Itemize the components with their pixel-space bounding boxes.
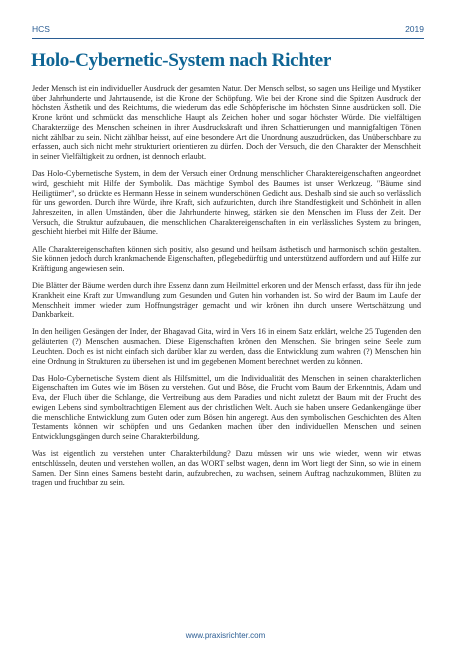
paragraph: Was ist eigentlich zu verstehen unter Charakterbildung? Dazu müssen wir uns wie wieder, wenn wir etwas entschlüsseln, deuten und verstehen wollen, an das WORT selbst wagen, denn im Wort liegt der Sinn, so wie in einem Samen. Der Sinn eines Samens besteht darin, aufzubrechen, zu wachsen, seinem Auftrag nachzukommen, Blüten zu tragen und fruchtbar zu sein. — [32, 449, 421, 488]
paragraph: Das Holo-Cybernetische System dient als Hilfsmittel, um die Individualität des Menschen in seinen charakterlichen Eigenschaften im Gutes wie im Bösen zu verstehen. Gut und Böse, die Frucht vom Baum der Erkenntnis, Adam und Eva, der Fluch über die Schlange, die Vertreibung aus dem Paradies und nicht zuletzt der Baum mit der Frucht des ewigen Lebens sind symboltrachtigen Element aus der christlichen Welt. Auch sie haben unsere Gedankengänge über die menschliche Entwicklung zum Guten oder zum Bösen hin angeregt. Aus den symbolischen Geschichten des Alten Testaments können wir schöpfen und uns Gedanken machen über den individuellen Menschen und seinen Entwicklungsgängen durch seine Charakterbildung. — [32, 373, 421, 441]
paragraph: Das Holo-Cybernetische System, in dem der Versuch einer Ordnung menschlicher Charaktereigenschaften angeordnet wird, geschieht mit Hilfe der Symbolik. Das mächtige Symbol des Baumes ist unser Werkzeug. "Bäume sind Heiligtümer", so drückte es Hermann Hesse in seinem wunderschönen Gedicht aus. Deshalb sind sie auch so verlässlich für uns geworden. Durch ihre Würde, ihre Kraft, sich aufzurichten, durch ihre Standfestigkeit und Schönheit in allen Jahreszeiten, in allen Umständen, über die Jahrhunderte hinweg, stärken sie den Menschen im Fluss der Zeit. Der Versuch, die Struktur aufzubauen, die menschlichen Charaktereigenschaften in ein verlässliches System zu bringen, geschieht hierbei mit Hilfe der Bäume. — [32, 169, 422, 237]
header-year: 2019 — [405, 24, 424, 34]
paragraph: In den heiligen Gesängen der Inder, der Bhagavad Gita, wird in Vers 16 in einem Satz erklärt, welche 25 Tugenden den geläuterten (?) Menschen ausmachen. Diese Eigenschaften krönen den Menschen. Sie bringen seine Seele zum Leuchten. Doch es ist nicht einfach sich darüber klar zu werden, dass die Entwicklung zum wahren (?) Menschen hin eine Ordnung in Strukturen zu übersehen ist und im gegebenen Moment berechnet werden zu können. — [32, 327, 421, 366]
paragraph: Die Blätter der Bäume werden durch ihre Essenz dann zum Heilmittel erkoren und der Mensch erfasst, dass für ihn jede Krankheit eine Kraft zur Umwandlung zum Gesunden und Guten hin vorhanden ist. So wird der Baum im Laufe der Menschheit immer wieder zum Hoffnungsträger gemacht und wir krönen ihn durch unsere Wertschätzung und Dankbarkeit. — [32, 281, 421, 320]
article-body — [32, 84, 421, 496]
paragraph: Alle Charaktereigenschaften können sich positiv, also gesund und heilsam ästhetisch und harmonisch schön gestalten. Sie können jedoch durch krankmachende Eigenschaften, pflegebedürftig und unterstützend auffordern und auf Hilfe zur Kräftigung angewiesen sein. — [32, 244, 421, 273]
paragraph: Jeder Mensch ist ein individueller Ausdruck der gesamten Natur. Der Mensch selbst, so sagen uns Heilige und Mystiker über Jahrhunderte und Jahrtausende, ist die Krone der Schöpfung. Wie bei der Krone sind die Spitzen Ausdruck der höchsten Ästhetik und des Reichtums, die wiederum das edle Schöpferische im höchsten Sinne ausdrücken soll. Die Krone krönt und schmückt das menschliche Haupt als Zeichen hoher und sogar höchster Würde. Die vielfältigen Charakterzüge des Menschen scheinen in ihrer Ausdruckskraft und ihren Schattierungen und mannigfaltigen Tönen nicht zählbar zu sein. Nicht zählbar heisst, auf eine besondere Art die Unordnung auszudrücken, das Unüberschbare zu erfassen, auch sich nicht mehr strukturiert orientieren zu dürfen. Doch der Versuch, die den Charakter der Menschheit in seiner Vielfältigkeit zu ordnen, ist dennoch erlaubt. — [32, 84, 421, 161]
header-label: HCS — [32, 24, 50, 34]
page-title: Holo-Cybernetic-System nach Richter — [31, 50, 332, 71]
header-divider — [32, 38, 424, 39]
website-link[interactable]: www.praxisrichter.com — [185, 631, 266, 640]
